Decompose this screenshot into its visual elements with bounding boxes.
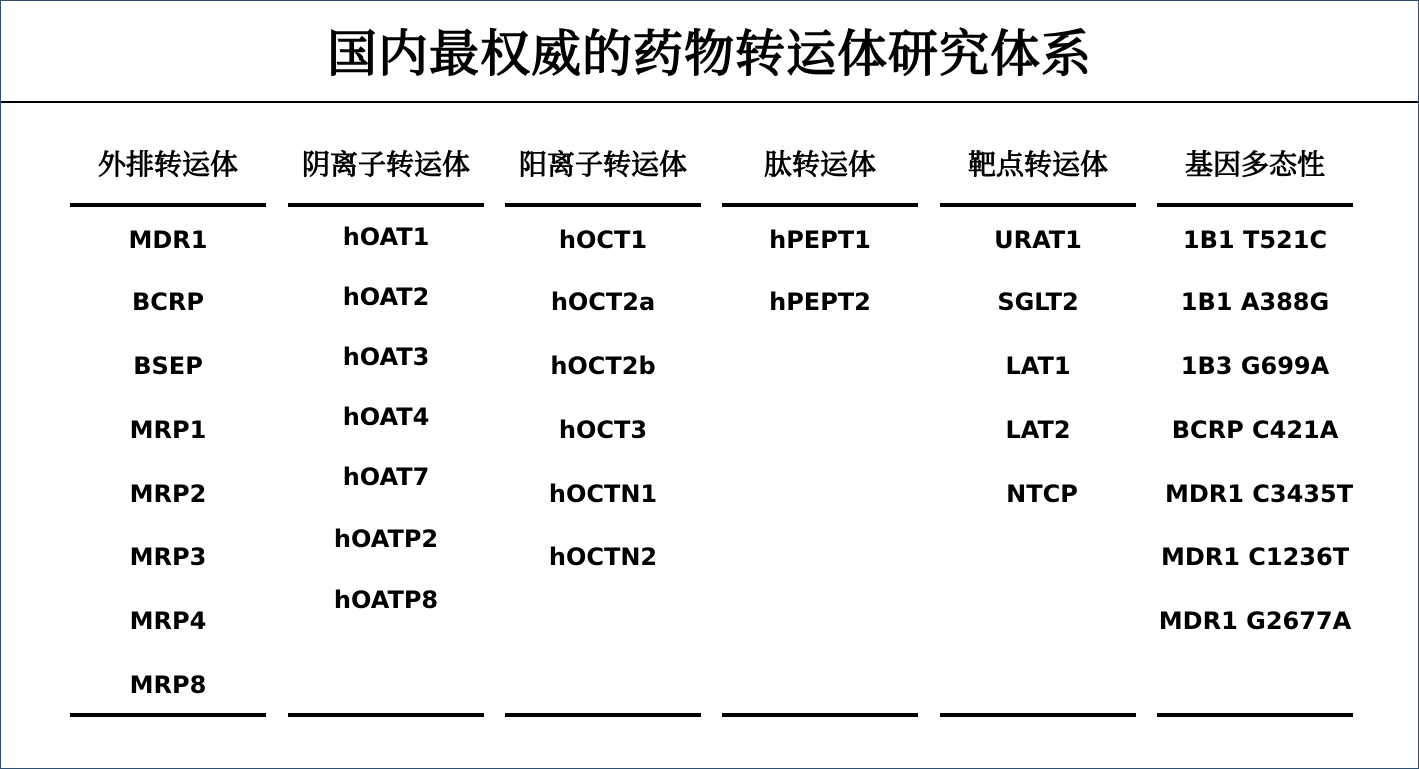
column-header: 基因多态性 bbox=[1184, 148, 1325, 181]
list-item: hOATP8 bbox=[333, 586, 439, 614]
column-gene-polymorphism bbox=[1157, 0, 1353, 769]
column-cation-transporters bbox=[505, 0, 701, 769]
list-item: MRP3 bbox=[129, 543, 207, 571]
column-top-rule bbox=[722, 203, 918, 207]
list-item: NTCP bbox=[1006, 480, 1078, 508]
list-item: BCRP bbox=[132, 288, 204, 316]
list-item: hPEPT1 bbox=[769, 226, 871, 254]
column-bottom-rule bbox=[940, 713, 1136, 717]
column-target-transporters bbox=[940, 0, 1136, 769]
list-item: MDR1 C3435T bbox=[1164, 480, 1354, 508]
list-item: BSEP bbox=[133, 352, 203, 380]
list-item: MRP8 bbox=[129, 671, 207, 699]
list-item: hOCT3 bbox=[558, 416, 648, 444]
page-title: 国内最权威的药物转运体研究体系 bbox=[327, 25, 1092, 83]
list-item: MDR1 bbox=[128, 226, 208, 254]
list-item: hOAT2 bbox=[342, 283, 430, 311]
list-item: hOCTN1 bbox=[548, 480, 658, 508]
list-item: MDR1 C1236T bbox=[1160, 543, 1350, 571]
column-header: 靶点转运体 bbox=[967, 148, 1108, 181]
column-top-rule bbox=[940, 203, 1136, 207]
list-item: hOCTN2 bbox=[548, 543, 658, 571]
column-bottom-rule bbox=[1157, 713, 1353, 717]
list-item: 1B1 A388G bbox=[1180, 288, 1330, 316]
column-header: 外排转运体 bbox=[97, 148, 238, 181]
list-item: hOAT7 bbox=[342, 463, 430, 491]
list-item: hPEPT2 bbox=[769, 288, 871, 316]
list-item: hOAT4 bbox=[342, 403, 430, 431]
list-item: MRP2 bbox=[129, 480, 207, 508]
column-bottom-rule bbox=[722, 713, 918, 717]
column-bottom-rule bbox=[288, 713, 484, 717]
list-item: hOATP2 bbox=[333, 525, 439, 553]
column-top-rule bbox=[288, 203, 484, 207]
column-peptide-transporters bbox=[722, 0, 918, 769]
list-item: hOCT2a bbox=[550, 288, 656, 316]
list-item: LAT2 bbox=[1005, 416, 1071, 444]
column-top-rule bbox=[70, 203, 266, 207]
column-top-rule bbox=[505, 203, 701, 207]
list-item: hOCT1 bbox=[558, 226, 648, 254]
column-bottom-rule bbox=[505, 713, 701, 717]
column-header: 阴离子转运体 bbox=[301, 148, 470, 181]
column-bottom-rule bbox=[70, 713, 266, 717]
list-item: MRP1 bbox=[129, 416, 207, 444]
column-top-rule bbox=[1157, 203, 1353, 207]
list-item: BCRP C421A bbox=[1171, 416, 1339, 444]
list-item: URAT1 bbox=[994, 226, 1082, 254]
list-item: hOAT1 bbox=[342, 223, 430, 251]
list-item: 1B3 G699A bbox=[1180, 352, 1330, 380]
list-item: MDR1 G2677A bbox=[1158, 607, 1352, 635]
list-item: hOAT3 bbox=[342, 343, 430, 371]
column-header: 肽转运体 bbox=[763, 148, 876, 181]
column-anion-transporters bbox=[288, 0, 484, 769]
column-header: 阳离子转运体 bbox=[518, 148, 687, 181]
column-efflux-transporters bbox=[70, 0, 266, 769]
list-item: LAT1 bbox=[1005, 352, 1071, 380]
list-item: MRP4 bbox=[129, 607, 207, 635]
list-item: SGLT2 bbox=[997, 288, 1079, 316]
list-item: hOCT2b bbox=[550, 352, 656, 380]
list-item: 1B1 T521C bbox=[1182, 226, 1328, 254]
